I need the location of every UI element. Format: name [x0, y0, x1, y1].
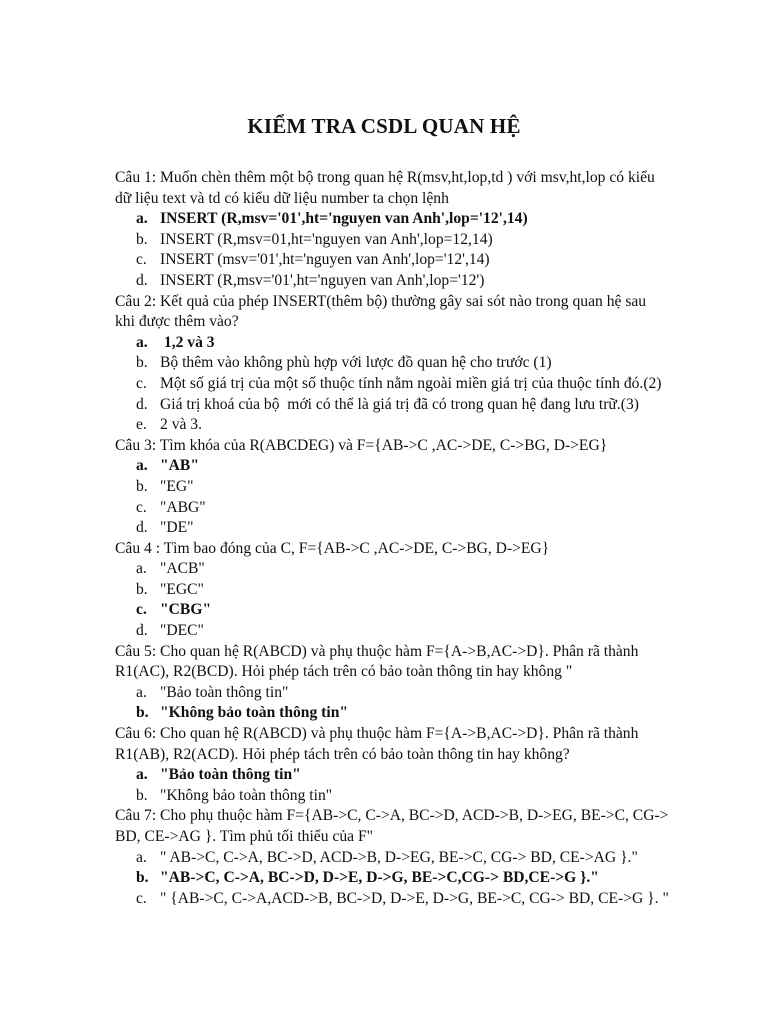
option-text: "DEC" [160, 622, 204, 640]
answer-option [115, 498, 735, 519]
answer-option [115, 353, 735, 374]
option-label: e. [136, 416, 147, 434]
answer-option [115, 477, 735, 498]
answer-option [115, 209, 735, 230]
option-label: c. [136, 374, 147, 392]
option-label: b. [136, 786, 148, 804]
option-label: d. [136, 519, 148, 537]
option-label: b. [136, 580, 148, 598]
option-text: " AB->C, C->A, BC->D, ACD->B, D->EG, BE->C, CG-> BD, CE->AG }." [160, 848, 638, 866]
option-text: "Không bảo toàn thông tin" [160, 704, 349, 722]
option-text: "DE" [160, 519, 194, 537]
option-text: INSERT (R,msv=01,ht='nguyen van Anh',lop=12,14) [160, 230, 493, 248]
option-label: c. [136, 889, 147, 907]
answer-option [115, 374, 735, 395]
question-7 [115, 806, 735, 909]
answer-option [115, 621, 735, 642]
answer-option [115, 765, 735, 786]
option-text: Giá trị khoá của bộ mới có thể là giá trị đã có trong quan hệ đang lưu trữ.(3) [160, 395, 639, 413]
option-label: b. [136, 230, 148, 248]
option-text: "CBG" [160, 601, 212, 619]
option-text: "Không bảo toàn thông tin" [160, 786, 333, 804]
option-text: INSERT (R,msv='01',ht='nguyen van Anh',lop='12',14) [160, 210, 528, 228]
option-label: b. [136, 869, 149, 887]
question-text-line: Câu 4 : Tìm bao đóng của C, F={AB->C ,AC->DE, C->BG, D->EG} [115, 539, 550, 557]
question-text-line: dữ liệu text và td có kiểu dữ liệu number ta chọn lệnh [115, 189, 449, 207]
question-3 [115, 436, 735, 539]
option-text: INSERT (msv='01',ht='nguyen van Anh',lop='12',14) [160, 251, 490, 269]
question-list [115, 168, 735, 909]
answer-option [115, 395, 735, 416]
option-text: INSERT (R,msv='01',ht='nguyen van Anh',lop='12') [160, 271, 485, 289]
answer-option [115, 703, 735, 724]
question-text-line: khi được thêm vào? [115, 313, 239, 331]
option-text: "Bảo toàn thông tin" [160, 766, 301, 784]
question-4 [115, 539, 735, 642]
question-text-line: Câu 5: Cho quan hệ R(ABCD) và phụ thuộc hàm F={A->B,AC->D}. Phân rã thành [115, 642, 639, 660]
document-title: KIỂM TRA CSDL QUAN HỆ [247, 114, 521, 138]
answer-option [115, 333, 735, 354]
option-label: a. [136, 766, 148, 784]
answer-option [115, 868, 735, 889]
option-text: "AB->C, C->A, BC->D, D->E, D->G, BE->C,CG-> BD,CE->G }." [160, 869, 599, 887]
answer-option [115, 580, 735, 601]
answer-option [115, 683, 735, 704]
option-text: "ACB" [160, 560, 205, 578]
option-text: " {AB->C, C->A,ACD->B, BC->D, D->E, D->G, BE->C, CG-> BD, CE->G }. " [160, 889, 669, 907]
answer-option [115, 230, 735, 251]
question-text-line: Câu 1: Muốn chèn thêm một bộ trong quan hệ R(msv,ht,lop,td ) với msv,ht,lop có kiểu [115, 169, 655, 186]
option-label: d. [136, 395, 148, 413]
option-label: b. [136, 477, 148, 495]
option-text: Bộ thêm vào không phù hợp với lược đồ quan hệ cho trước (1) [160, 354, 552, 372]
answer-option [115, 415, 735, 436]
option-label: a. [136, 560, 147, 578]
answer-option [115, 518, 735, 539]
option-text: "Bảo toàn thông tin" [160, 683, 289, 701]
option-text: 1,2 và 3 [160, 333, 215, 351]
option-label: a. [136, 210, 148, 228]
question-1 [115, 168, 735, 292]
question-text-line: Câu 2: Kết quả của phép INSERT(thêm bộ) thường gây sai sót nào trong quan hệ sau [115, 292, 647, 310]
question-text-line: Câu 6: Cho quan hệ R(ABCD) và phụ thuộc hàm F={A->B,AC->D}. Phân rã thành [115, 725, 639, 743]
option-text: "EG" [160, 477, 194, 495]
option-text: Một số giá trị của một số thuộc tính nằm ngoài miền giá trị của thuộc tính đó.(2) [160, 374, 662, 392]
option-label: c. [136, 251, 147, 269]
answer-option [115, 889, 735, 910]
option-text: 2 và 3. [160, 416, 203, 434]
answer-option [115, 848, 735, 869]
option-label: a. [136, 683, 147, 701]
answer-option [115, 786, 735, 807]
question-text-line: Câu 7: Cho phụ thuộc hàm F={AB->C, C->A, BC->D, ACD->B, D->EG, BE->C, CG-> [115, 807, 669, 825]
option-label: c. [136, 601, 147, 619]
question-text-line: R1(AC), R2(BCD). Hỏi phép tách trên có bảo toàn thông tin hay không " [115, 663, 573, 681]
answer-option [115, 600, 735, 621]
answer-option [115, 250, 735, 271]
option-text: "EGC" [160, 580, 204, 598]
answer-option [115, 456, 735, 477]
option-text: "ABG" [160, 498, 206, 516]
option-label: d. [136, 271, 148, 289]
question-5 [115, 642, 735, 724]
question-6 [115, 724, 735, 806]
answer-option [115, 559, 735, 580]
question-text-line: R1(AB), R2(ACD). Hỏi phép tách trên có bảo toàn thông tin hay không? [115, 745, 570, 763]
option-label: d. [136, 622, 148, 640]
option-label: a. [136, 457, 148, 475]
option-label: a. [136, 848, 147, 866]
option-label: b. [136, 704, 149, 722]
question-text-line: Câu 3: Tìm khóa của R(ABCDEG) và F={AB->C ,AC->DE, C->BG, D->EG} [115, 436, 608, 454]
question-2 [115, 292, 735, 436]
option-text: "AB" [160, 457, 199, 475]
option-label: b. [136, 354, 148, 372]
question-text-line: BD, CE->AG }. Tìm phủ tối thiểu của F" [115, 828, 373, 845]
option-label: a. [136, 333, 148, 351]
option-label: c. [136, 498, 147, 516]
answer-option [115, 271, 735, 292]
